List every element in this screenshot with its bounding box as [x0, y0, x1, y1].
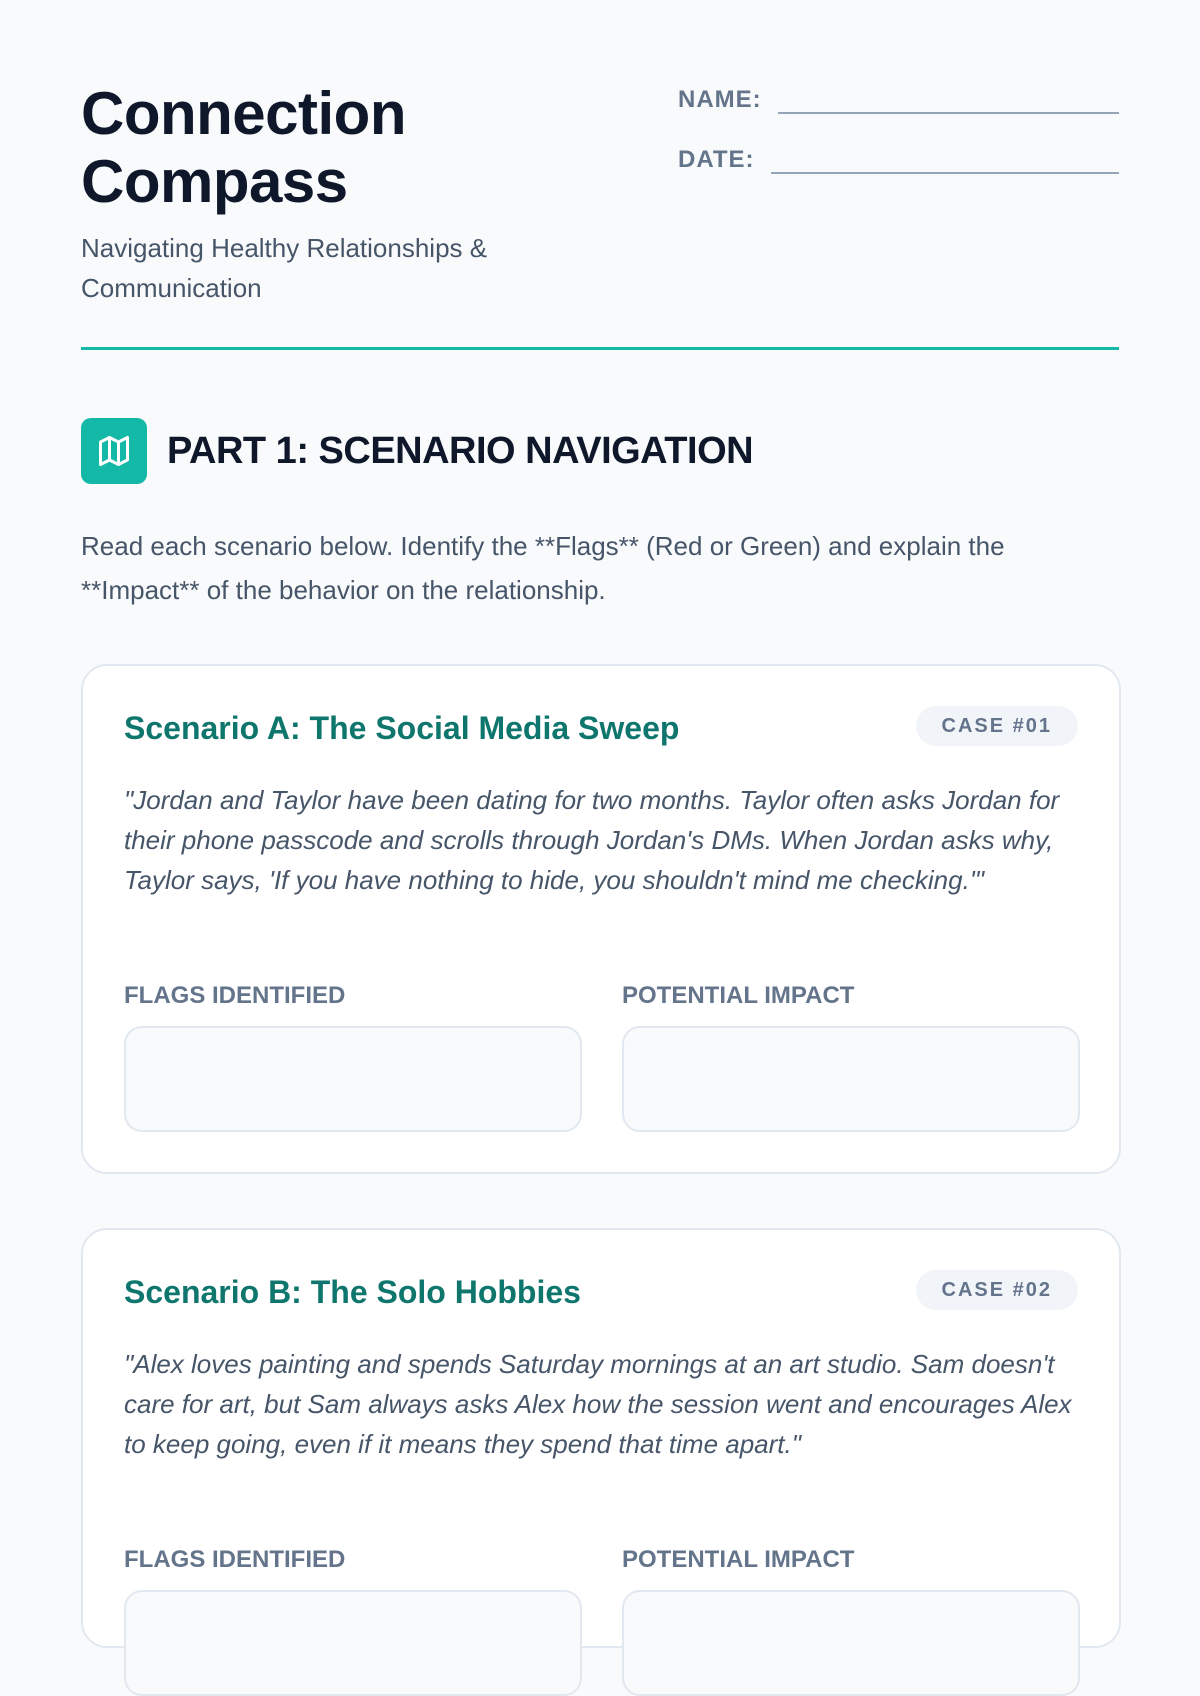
case-badge: CASE #01 — [916, 706, 1079, 746]
impact-answer-box[interactable] — [622, 1590, 1080, 1696]
instructions-text: Read each scenario below. Identify the **Flags** (Red or Green) and explain the **Impact** of the behavior on the relationship. — [81, 531, 1005, 605]
scenario-card — [81, 664, 1121, 1174]
title-line-2: Compass — [81, 148, 348, 215]
name-label: NAME: — [678, 86, 762, 113]
title-line-1: Connection — [81, 80, 406, 147]
scenario-text: "Alex loves painting and spends Saturday mornings at an art studio. Sam doesn't care for art, but Sam always asks Alex how the session went and encourages Alex to keep going, even if it means they spend that time apart." — [124, 1349, 1072, 1459]
flags-answer-box[interactable] — [124, 1590, 582, 1696]
name-line[interactable] — [778, 112, 1119, 114]
case-badge: CASE #02 — [916, 1270, 1079, 1310]
date-field — [678, 144, 1119, 176]
date-line[interactable] — [771, 172, 1119, 174]
flags-label: FLAGS IDENTIFIED — [124, 1546, 346, 1573]
section-title: PART 1: SCENARIO NAVIGATION — [167, 429, 754, 472]
flags-answer-box[interactable] — [124, 1026, 582, 1132]
page-subtitle: Navigating Healthy Relationships & Communication — [81, 233, 488, 303]
flags-label: FLAGS IDENTIFIED — [124, 982, 346, 1009]
impact-label: POTENTIAL IMPACT — [622, 1546, 855, 1573]
scenario-card — [81, 1228, 1121, 1648]
scenario-title: Scenario A: The Social Media Sweep — [124, 710, 680, 746]
impact-label: POTENTIAL IMPACT — [622, 982, 855, 1009]
section-header — [81, 418, 753, 484]
map-icon — [81, 418, 147, 484]
date-label: DATE: — [678, 146, 755, 173]
name-field — [678, 84, 1119, 116]
worksheet-header — [81, 0, 1119, 350]
scenario-text: "Jordan and Taylor have been dating for two months. Taylor often asks Jordan for their phone passcode and scrolls through Jordan's DMs. When Jordan asks why, Taylor says, 'If you have nothing to hide, you shouldn't mind me checking.'" — [124, 785, 1060, 895]
impact-answer-box[interactable] — [622, 1026, 1080, 1132]
scenario-title: Scenario B: The Solo Hobbies — [124, 1274, 581, 1310]
page-title — [81, 80, 406, 216]
